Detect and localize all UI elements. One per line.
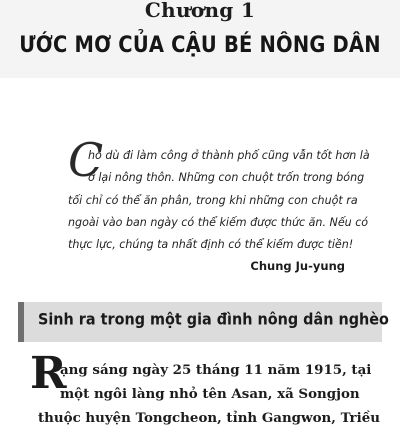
- body-line-1: ạng sáng ngày 25 tháng 11 năm 1915, tại: [60, 362, 372, 378]
- section-heading-bar: [18, 302, 389, 342]
- chapter-title: ƯỚC MƠ CỦA CẬU BÉ NÔNG DÂN: [19, 31, 381, 58]
- quote-line-4: ngoài vào ban ngày có thể kiếm được thức ăn. Nếu có: [68, 215, 369, 229]
- body-line-3: thuộc huyện Tongcheon, tỉnh Gangwon, Triều: [38, 410, 380, 426]
- body-line-2: một ngôi làng nhỏ tên Asan, xã Songjon: [60, 386, 360, 402]
- epigraph-quote: [68, 145, 368, 256]
- section-title: Sinh ra trong một gia đình nông dân nghèo: [38, 311, 389, 329]
- quote-drop-cap: C: [68, 133, 104, 187]
- body-drop-cap: R: [30, 348, 67, 399]
- quote-line-2: ở lại nông thôn. Những con chuột trốn trong bóng: [88, 171, 365, 185]
- quote-author: Chung Ju-yung: [250, 259, 345, 273]
- chapter-header: [0, 0, 400, 78]
- quote-line-3: tối chỉ có thể ăn phân, trong khi những con chuột ra: [68, 193, 358, 207]
- chapter-number: Chương 1: [144, 0, 256, 22]
- body-paragraph: [38, 358, 390, 430]
- quote-line-5: thực lực, chúng ta nhất định có thể kiếm được tiền!: [68, 238, 354, 252]
- quote-line-1: ho dù đi làm công ở thành phố cũng vẫn tốt hơn là: [88, 149, 370, 162]
